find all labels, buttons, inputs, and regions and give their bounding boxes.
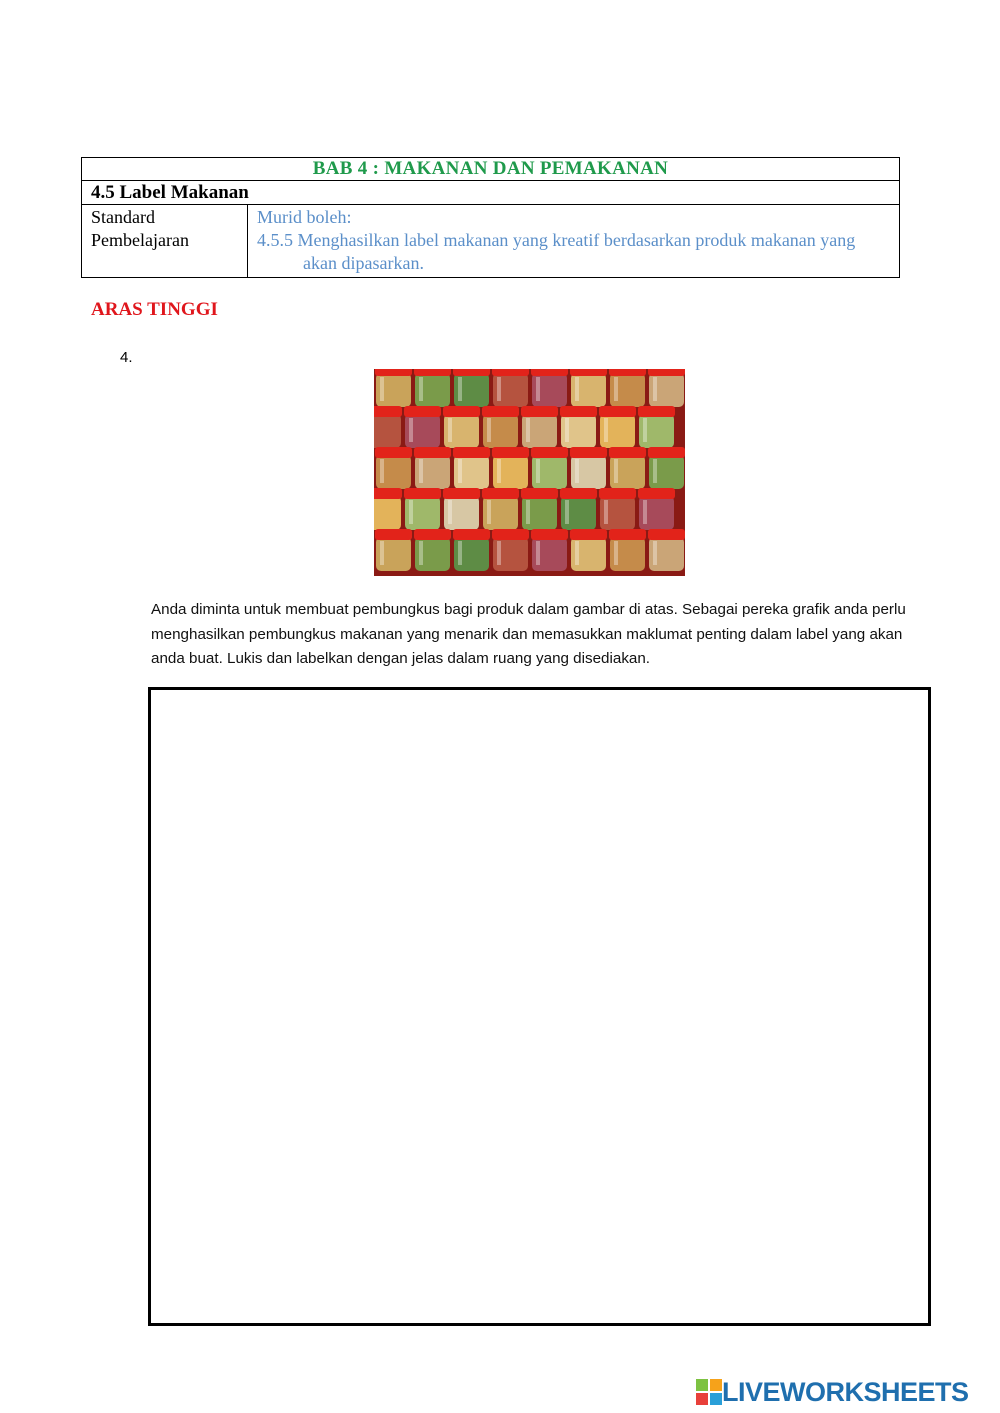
liveworksheets-logo (696, 1377, 969, 1407)
standard-label-line2: Pembelajaran (91, 230, 189, 250)
topic-title: 4.5 Label Makanan (82, 181, 900, 205)
standard-label-line1: Standard (91, 207, 155, 227)
logo-blocks-icon (696, 1379, 722, 1405)
chapter-title: BAB 4 : MAKANAN DAN PEMAKANAN (82, 158, 900, 181)
question-number: 4. (120, 349, 133, 366)
standard-content (248, 205, 900, 278)
learning-standard-table (81, 157, 900, 278)
question-instruction: Anda diminta untuk membuat pembungkus bagi produk dalam gambar di atas. Sebagai pereka grafik anda perlu menghasilkan pembungkus makanan yang menarik dan memasukkan maklumat penting dalam label yang akan anda buat. Lukis dan labelkan dengan jelas dalam ruang yang disediakan. (151, 601, 906, 667)
standard-intro: Murid boleh: (257, 207, 352, 227)
logo-text: LIVEWORKSHEETS (722, 1377, 969, 1407)
standard-item: 4.5.5 Menghasilkan label makanan yang kreatif berdasarkan produk makanan yang akan dipasarkan. (257, 230, 856, 273)
section-heading: ARAS TINGGI (91, 299, 218, 320)
standard-label (82, 205, 248, 278)
cookie-jars-image (374, 369, 685, 576)
cookie-jars-photo (374, 369, 685, 576)
drawing-answer-box[interactable] (148, 687, 931, 1326)
